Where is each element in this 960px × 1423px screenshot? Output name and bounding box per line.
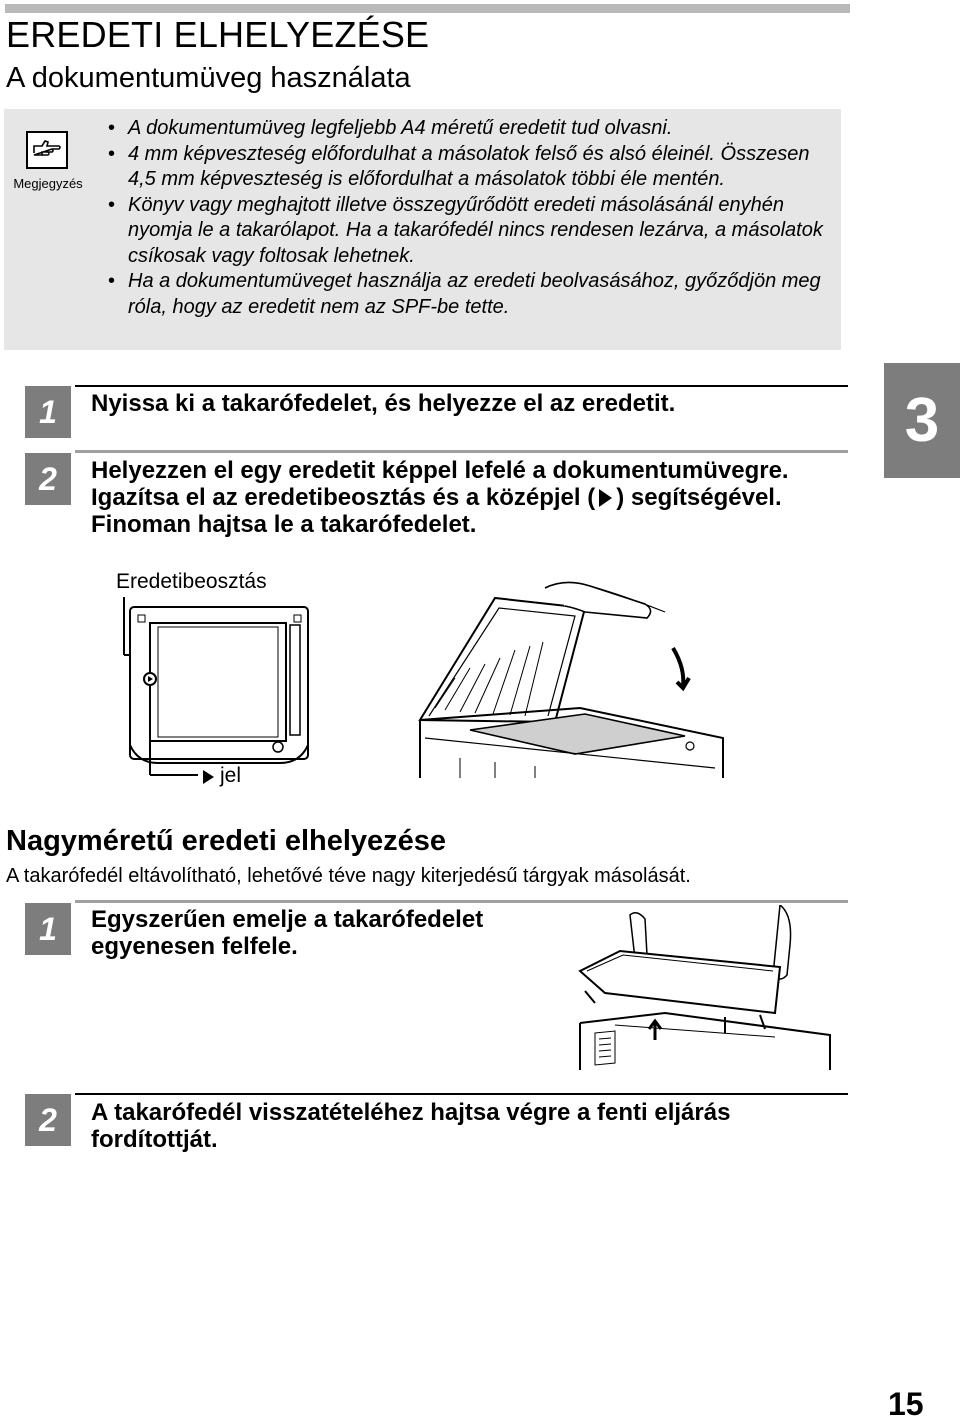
step-line: Egyszerűen emelje a takarófedelet: [91, 906, 484, 933]
note-item: • A dokumentumüveg legfeljebb A4 méretű eredetit tud olvasni.: [108, 116, 823, 142]
step-line: Finoman hajtsa le a takarófedelet.: [91, 511, 477, 538]
note-label: Megjegyzés: [13, 176, 83, 191]
step-line: fordítottját.: [91, 1126, 218, 1153]
page-title: EREDETI ELHELYEZÉSE: [6, 14, 430, 55]
step-rule: [75, 900, 848, 903]
step-line: egyenesen felfele.: [91, 933, 298, 960]
step-rule: [75, 1093, 848, 1095]
note-list: [108, 116, 823, 320]
intro-paragraph: A takarófedél eltávolítható, lehetővé téve nagy kiterjedésű tárgyak másolását.: [6, 865, 691, 887]
pointing-hand-icon: [26, 131, 68, 169]
step-text: [91, 906, 483, 960]
top-rule: [5, 4, 850, 13]
figure-label-mark: [203, 764, 241, 788]
center-mark-icon: [599, 489, 612, 507]
step-line-part: Igazítsa el az eredetibeosztás és a középjel (: [91, 484, 596, 511]
lift-lid-illustration: [575, 905, 835, 1080]
open-lid-illustration: [415, 568, 725, 783]
step-line: A takarófedél visszatételéhez hajtsa végre a fenti eljárás: [91, 1099, 731, 1126]
step-number: 2: [25, 1094, 71, 1146]
figure-label-mark-text: jel: [220, 764, 242, 787]
step-number: 2: [25, 453, 71, 505]
chapter-tab: 3: [884, 363, 960, 478]
step-line: [91, 484, 789, 511]
step-text: [91, 1099, 730, 1153]
note-item: • Könyv vagy meghajtott illetve összegyűrődött eredeti másolásánál enyhén nyomja le a takarólapot. Ha a takarófedél nincs rendesen lezárva, a másolatok csíkosak vagy foltosak lehetnek.: [108, 193, 823, 270]
step-text: [91, 457, 789, 538]
note-item: • 4 mm képveszteség előfordulhat a másolatok felső és alsó éleinél. Összesen 4,5 mm képveszteség is előfordulhat a másolatok többi éle mentén.: [108, 142, 823, 193]
center-mark-icon: [203, 770, 214, 784]
step-number: 1: [25, 903, 71, 955]
note-item: • Ha a dokumentumüveget használja az eredeti beolvasásához, győződjön meg róla, hogy az eredetit nem az SPF-be tette.: [108, 269, 823, 320]
step-number: 1: [25, 386, 71, 438]
step-text: Nyissa ki a takarófedelet, és helyezze el az eredetit.: [91, 390, 676, 417]
step-line: Helyezzen el egy eredetit képpel lefelé a dokumentumüvegre.: [91, 457, 789, 484]
step-rule: [75, 450, 848, 453]
page-number: 15: [888, 1386, 924, 1422]
step-rule: [75, 385, 848, 387]
section-title: Nagyméretű eredeti elhelyezése: [6, 825, 447, 857]
section-title: A dokumentumüveg használata: [6, 62, 411, 94]
figure-label-original-scale: Eredetibeosztás: [116, 570, 267, 593]
step-line-part: ) segítségével.: [616, 484, 782, 511]
